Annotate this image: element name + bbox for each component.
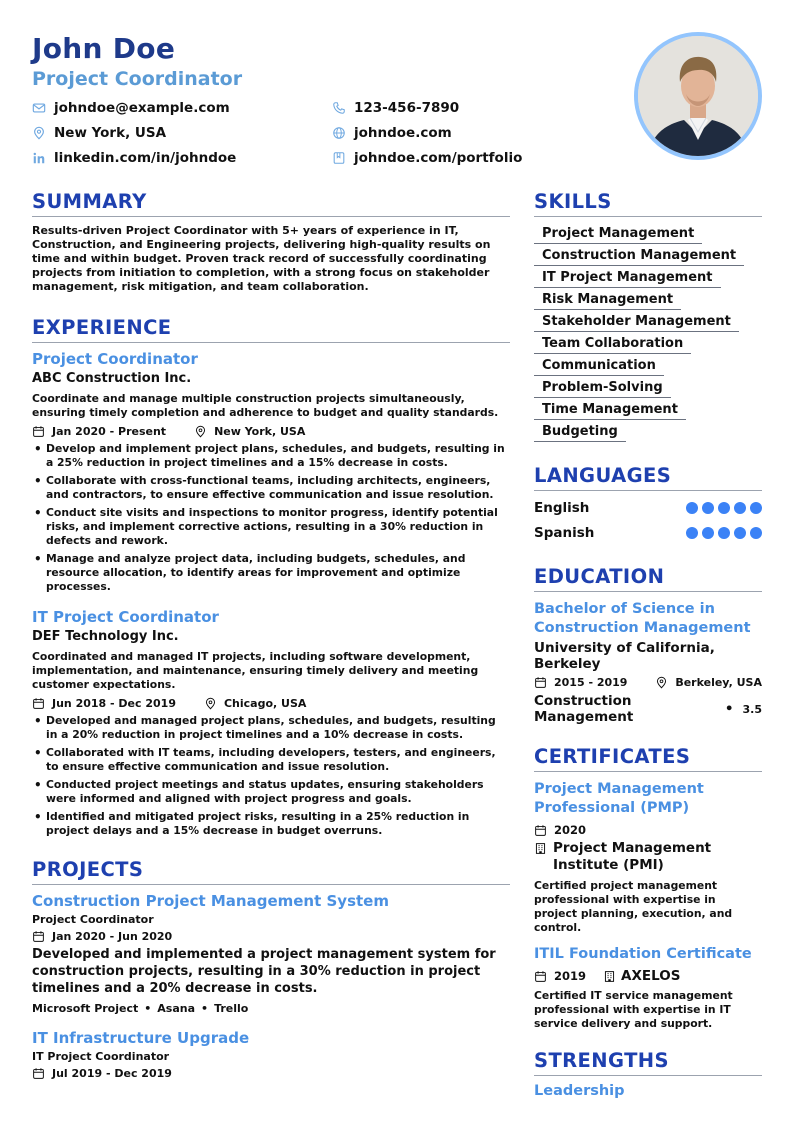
languages-heading: LANGUAGES [534,464,762,491]
project-meta [32,930,510,943]
location-text: New York, USA [54,125,167,141]
level-dot [718,502,730,514]
project-item [32,1029,510,1080]
project-dates: Jul 2019 - Dec 2019 [52,1067,172,1080]
experience-location: Chicago, USA [223,697,307,710]
calendar-icon [534,676,547,689]
job-title: Project Coordinator [32,68,243,90]
strengths-heading: STRENGTHS [534,1049,762,1076]
project-role: Project Coordinator [32,913,154,926]
skill-tag: Communication [534,356,664,376]
experience-bullets [32,442,510,594]
education-degree: Bachelor of Science in Construction Management [534,601,751,636]
website-text: johndoe.com [354,125,452,141]
globe-icon [332,126,346,140]
experience-item [32,608,510,838]
certificate-issuer-row [534,840,762,874]
tool-tag: Trello [214,1002,249,1015]
calendar-icon [32,1067,45,1080]
project-tools: Microsoft Project • Asana • Trello [32,1002,249,1015]
linkedin-text: linkedin.com/in/johndoe [54,150,237,166]
email-text: johndoe@example.com [54,100,230,116]
level-dot [734,502,746,514]
certificates-heading: CERTIFICATES [534,745,762,772]
experience-item [32,350,510,594]
experience-title: Project Coordinator [32,350,198,368]
person-name: John Doe [32,32,176,65]
certificate-meta [534,823,762,837]
contact-location [32,125,166,141]
project-meta [32,1067,510,1080]
language-name: Spanish [534,525,595,541]
experience-description: Coordinate and manage multiple construction projects simultaneously, ensuring timely completion and adherence to budget and quality standards. [32,392,499,419]
skill-tag: Team Collaboration [534,334,691,354]
skill-tag: Problem-Solving [534,378,671,398]
bullet-item: • Collaborated with IT teams, including developers, testers, and engineers, to ensure effective communication and issue resolution. [32,746,510,774]
education-location: Berkeley, USA [675,676,762,689]
linkedin-icon [32,151,46,165]
skill-tag: Stakeholder Management [534,312,739,332]
location-pin-icon [655,676,668,689]
skills-list [534,224,762,444]
education-meta [534,676,762,689]
experience-bullets [32,714,510,838]
location-pin-icon [32,126,46,140]
education-field-row: Construction Management • 3.5 [534,693,762,725]
project-role: IT Project Coordinator [32,1050,170,1063]
language-name: English [534,500,590,516]
contact-linkedin[interactable] [32,150,236,166]
certificate-issuer: Project Management Institute (PMI) [553,840,712,873]
project-title: IT Infrastructure Upgrade [32,1029,250,1047]
building-icon [603,970,616,983]
experience-title: IT Project Coordinator [32,608,219,626]
experience-meta [32,697,510,710]
portfolio-text: johndoe.com/portfolio [354,150,523,166]
summary-heading: SUMMARY [32,190,510,217]
skill-tag: Risk Management [534,290,681,310]
certificate-item [534,780,762,935]
level-dot [686,502,698,514]
calendar-icon [32,930,45,943]
building-icon [534,842,547,855]
bullet-item: • Conduct site visits and inspections to monitor progress, identify potential risks, and implement corrective actions, resulting in a 30% reduction in defects and rework. [32,506,510,548]
level-dot [702,527,714,539]
language-row [534,523,762,543]
certificate-description: Certified IT service management professional with expertise in IT service delivery and support. [534,989,733,1030]
certificate-year: 2019 [554,969,587,983]
certificate-meta [534,968,762,984]
level-dot [718,527,730,539]
contact-phone[interactable] [332,100,459,116]
bullet-item: • Manage and analyze project data, including budgets, schedules, and resource allocation, to identify areas for improvement and optimize processes. [32,552,510,594]
certificate-title: ITIL Foundation Certificate [534,946,752,962]
skill-tag: Budgeting [534,422,626,442]
bookmark-icon [332,151,346,165]
contact-portfolio[interactable] [332,150,522,166]
language-level-dots [686,527,762,539]
certificate-description: Certified project management professional with expertise in project planning, execution, and control. [534,879,733,934]
certificate-issuer: AXELOS [621,968,681,984]
experience-company: ABC Construction Inc. [32,371,192,386]
experience-heading: EXPERIENCE [32,316,510,343]
level-dot [686,527,698,539]
tool-tag: Asana [157,1002,196,1015]
education-field: Construction Management [534,693,634,725]
certificate-year: 2020 [554,823,587,837]
bullet-item: • Conducted project meetings and status updates, ensuring stakeholders were informed and aligned with project progress and goals. [32,778,510,806]
project-item [32,892,510,1015]
level-dot [702,502,714,514]
skill-tag: Project Management [534,224,702,244]
contact-website[interactable] [332,125,452,141]
skill-tag: IT Project Management [534,268,721,288]
phone-text: 123-456-7890 [354,100,460,116]
level-dot [734,527,746,539]
calendar-icon [32,425,45,438]
level-dot [750,502,762,514]
calendar-icon [534,824,547,837]
tool-tag: Microsoft Project [32,1002,139,1015]
education-gpa: 3.5 [742,702,762,716]
right-column [534,190,762,1099]
experience-company: DEF Technology Inc. [32,629,179,644]
bullet-item: • Developed and managed project plans, schedules, and budgets, resulting in a 20% reduction in project timelines and a 10% decrease in costs. [32,714,510,742]
mail-icon [32,101,46,115]
projects-heading: PROJECTS [32,858,510,885]
bullet-item: • Collaborate with cross-functional teams, including architects, engineers, and contractors, to ensure effective communication and issue resolution. [32,474,510,502]
project-title: Construction Project Management System [32,892,389,910]
education-school: University of California, Berkeley [534,640,715,672]
certificate-title: Project Management Professional (PMP) [534,781,704,816]
education-dates: 2015 - 2019 [554,676,628,689]
bullet-item: • Develop and implement project plans, schedules, and budgets, resulting in a 25% reduction in project timelines and a 15% decrease in costs. [32,442,510,470]
summary-text: Results-driven Project Coordinator with 5+ years of experience in IT, Construction, and Engineering projects, delivering high-quality results on time and within budget. Proven track record of successfully coordinating projects from initiation to completion, with a strong focus on stakeholder management, risk mitigation, and team collaboration. [32,224,491,293]
experience-dates: Jun 2018 - Dec 2019 [52,697,176,710]
education-heading: EDUCATION [534,565,762,592]
left-column [32,190,510,1080]
phone-icon [332,101,346,115]
contact-email[interactable] [32,100,230,116]
bullet-item: • Identified and mitigated project risks, resulting in a 25% reduction in project delays and a 15% decrease in budget overruns. [32,810,510,838]
calendar-icon [32,697,45,710]
certificate-item [534,945,762,1031]
location-pin-icon [204,697,217,710]
experience-meta [32,425,510,438]
profile-photo [634,32,762,160]
experience-description: Coordinated and managed IT projects, including software development, implementation, and maintenance, ensuring timely delivery and meeting customer expectations. [32,650,479,691]
strength-item: Leadership [534,1083,625,1099]
skill-tag: Construction Management [534,246,744,266]
skills-heading: SKILLS [534,190,762,217]
level-dot [750,527,762,539]
experience-dates: Jan 2020 - Present [52,425,167,438]
language-level-dots [686,502,762,514]
calendar-icon [534,970,547,983]
location-pin-icon [194,425,207,438]
skill-tag: Time Management [534,400,686,420]
experience-location: New York, USA [214,425,306,438]
project-dates: Jan 2020 - Jun 2020 [52,930,173,943]
language-row [534,498,762,518]
project-description: Developed and implemented a project management system for construction projects, resulting in a 30% reduction in project timelines and a 20% decrease in costs. [32,947,496,996]
